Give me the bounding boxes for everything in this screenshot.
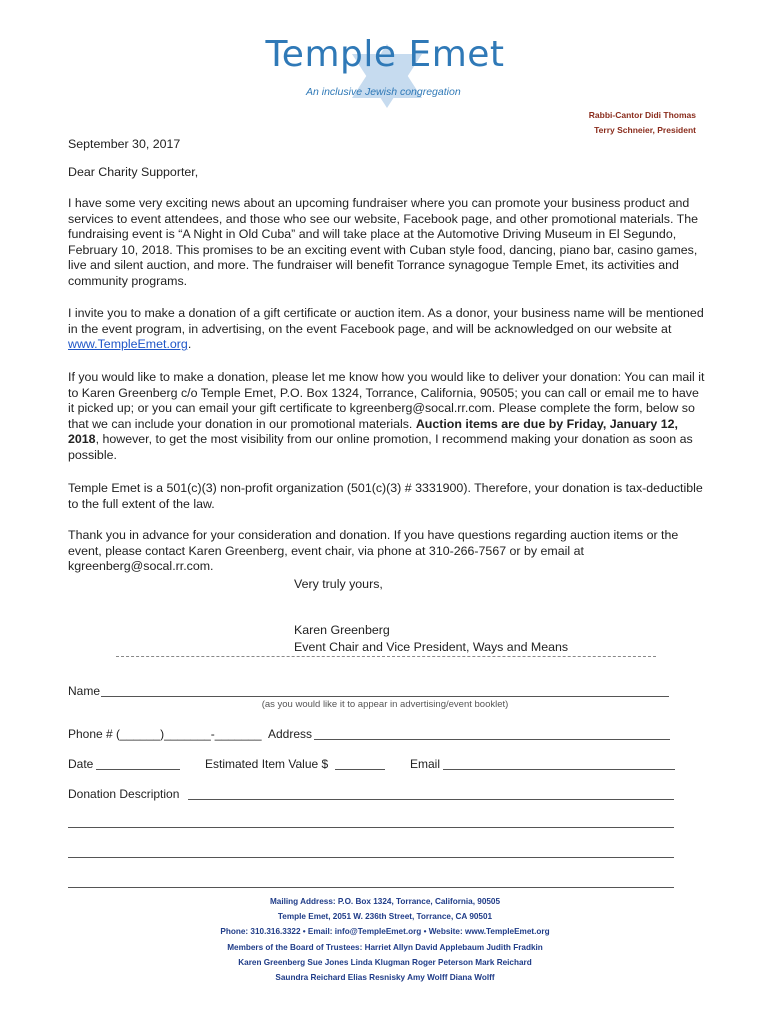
footer-address: Temple Emet, 2051 W. 236th Street, Torrance, CA 90501 bbox=[277, 912, 493, 922]
org-tagline: An inclusive Jewish congregation bbox=[306, 86, 461, 98]
email-label: Email bbox=[410, 757, 441, 771]
value-field[interactable] bbox=[335, 769, 385, 770]
name-field[interactable] bbox=[101, 696, 669, 697]
description-label: Donation Description bbox=[68, 787, 180, 801]
footer-board-2: Karen Greenberg Sue Jones Linda Klugman Roger Peterson Mark Reichard bbox=[238, 957, 532, 967]
paragraph-3 bbox=[68, 370, 708, 464]
paragraph-3-text: If you would like to make a donation, please let me know how you would like to deliver your donation: You can mail it to Karen Greenberg c/o Temple Emet, P.O. Box 1324, Torrance, California, 90505; you can call or email me to have it picked up; or you can email your gift certificate to kgreenberg@socal.rr.com. Please complete the form, below so that we can include your donation in our promotional materials. bbox=[68, 370, 705, 431]
paragraph-4: Temple Emet is a 501(c)(3) non-profit organization (501(c)(3) # 3331900). Therefore, your donation is tax-deductible to the full extent of the law. bbox=[68, 481, 703, 511]
name-label: Name bbox=[68, 684, 101, 698]
date-label: Date bbox=[68, 757, 94, 771]
org-name: Temple Emet bbox=[265, 34, 505, 75]
closing: Very truly yours, bbox=[294, 577, 383, 591]
officers bbox=[589, 108, 696, 138]
paragraph-3-end: , however, to get the most visibility from our online promotion, I recommend making your donation as soon as possible. bbox=[68, 432, 693, 462]
address-field[interactable] bbox=[314, 739, 670, 740]
paragraph-2 bbox=[68, 306, 708, 353]
name-hint: (as you would like it to appear in advertising/event booklet) bbox=[261, 699, 509, 710]
phone-field[interactable]: Phone # (______)_______-_______ bbox=[68, 727, 262, 741]
officer-rabbi: Rabbi-Cantor Didi Thomas bbox=[588, 110, 696, 120]
deadline-text: Auction items are due by Friday, January 12, 2018 bbox=[68, 416, 678, 447]
signer-title: Event Chair and Vice President, Ways and Means bbox=[294, 640, 569, 654]
footer-mailing: Mailing Address: P.O. Box 1324, Torrance, California, 90505 bbox=[269, 897, 501, 906]
paragraph-5: Thank you in advance for your consideration and donation. If you have questions regarding auction items or the event, please contact Karen Greenberg, event chair, via phone at 310-266-7567 or by email at kgreenberg@socal.rr.com. bbox=[68, 528, 679, 574]
paragraph-2-end: . bbox=[187, 337, 192, 352]
paragraph-1: I have some very exciting news about an upcoming fundraiser where you can promote your business product and services to event attendees, and those who see our website, Facebook page, and other promotional materials. The fundraising event is “A Night in Old Cuba” and will take place at the Automotive Driving Museum in El Segundo, February 10, 2018. This promises to be an exciting event with Cuban style food, dancing, piano bar, casino games, live and silent auction, and more. The fundraiser will benefit Torrance synagogue Temple Emet, its activities and community programs. bbox=[68, 196, 699, 288]
signer-name: Karen Greenberg bbox=[294, 623, 390, 637]
footer bbox=[0, 894, 770, 985]
date-field[interactable] bbox=[96, 769, 180, 770]
description-line-3[interactable] bbox=[68, 857, 674, 858]
address-label: Address bbox=[268, 727, 313, 741]
salutation: Dear Charity Supporter, bbox=[68, 165, 199, 179]
letter-date: September 30, 2017 bbox=[68, 137, 181, 151]
paragraph-2-text: I invite you to make a donation of a gift certificate or auction item. As a donor, your business name will be mentioned in the event program, in advertising, on the event Facebook page, and will be acknowledged on our website at bbox=[68, 306, 704, 336]
description-line-4[interactable] bbox=[68, 887, 674, 888]
website-link[interactable]: www.TempleEmet.org bbox=[68, 337, 188, 352]
footer-board-3: Saundra Reichard Elias Resnisky Amy Wolff Diana Wolff bbox=[275, 973, 495, 983]
footer-board-1: Members of the Board of Trustees: Harriet Allyn David Applebaum Judith Fradkin bbox=[227, 942, 543, 952]
email-field[interactable] bbox=[443, 769, 675, 770]
value-label: Estimated Item Value $ bbox=[205, 757, 329, 771]
officer-president: Terry Schneier, President bbox=[594, 125, 696, 135]
cut-line-divider bbox=[116, 656, 656, 657]
footer-contact: Phone: 310.316.3322 • Email: info@TempleEmet.org • Website: www.TempleEmet.org bbox=[220, 927, 550, 937]
description-field[interactable] bbox=[188, 799, 674, 800]
description-line-2[interactable] bbox=[68, 827, 674, 828]
